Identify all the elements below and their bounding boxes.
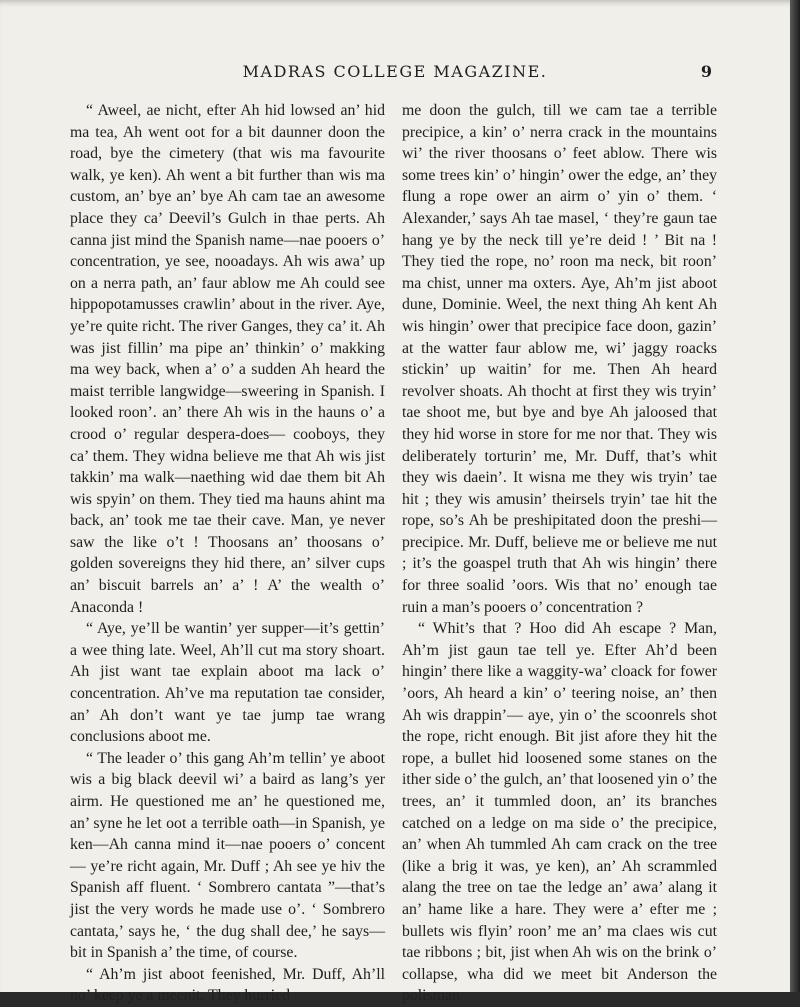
right-column [402, 100, 717, 1007]
paragraph: “ The leader o’ this gang Ah’m tellin’ ye aboot wis a big black deevil wi’ a baird as lang’s yer airm. He questioned me an’ he questioned me, an’ syne he let oot a terrible oath—in Spanish, ye ken—Ah canna mind it—nae pooers o’ concent— ye’re richt again, Mr. Duff ; Ah see ye hiv the Spanish aff fluent. ‘ Sombrero cantata ”—that’s jist the very words he made use o’. ‘ Sombrero cantata,’ says he, ‘ the dug shall dee,’ he says—bit in Spanish a’ the time, of course. [70, 749, 385, 962]
scan-edge [790, 0, 800, 992]
page-number: 9 [700, 62, 712, 81]
page-header [0, 62, 790, 86]
running-title: MADRAS COLLEGE MAGAZINE. [242, 62, 548, 81]
paragraph: “ Ah’m jist aboot feenished, Mr. Duff, Ah’ll no’ keep ye a meenit. They hurried [70, 965, 385, 1005]
paragraph-continued: me doon the gulch, till we cam tae a terrible precipice, a kin’ o’ nerra crack in the mountains wi’ the river thoosans o’ feet ablow. There wis some trees kin’ o’ hingin’ ower the edge, an’ they flung a rope ower an airm o’ yin o’ them. ‘ Alexander,’ says Ah tae masel, ‘ they’re gaun tae hang ye by the neck till ye’re deid ! ’ Bit na ! They tied the rope, no’ roon ma neck, bit roon’ ma chist, unner ma oxters. Aye, Ah’m jist aboot dune, Dominie. Weel, the next thing Ah kent Ah wis hingin’ ower that precipice face doon, gazin’ at the watter faur ablow me, wi’ jaggy roacks stickin’ up waitin’ for me. Then Ah heard revolver shoats. Ah thocht at first they wis tryin’ tae shoot me, but bye and bye Ah jaloosed that they hid worse in store for me nor that. They wis deliberately torturin’ me, Mr. Duff, that’s whit they wis daein’. It wisna me they wis tryin’ tae hit ; they wis amusin’ theirsels tryin’ tae hit the rope, so’s Ah be preshipitated doon the preshi— precipice. Mr. Duff, believe me or believe me nut ; it’s the goaspel truth that Ah wis hingin’ there for three soalid ’oors. Wis that no’ enough tae ruin a man’s pooers o’ concentration ? [402, 102, 717, 616]
paragraph: “ Whit’s that ? Hoo did Ah escape ? Man, Ah’m jist gaun tae tell ye. Efter Ah’d been hingin’ there like a waggity-wa’ cloack for fower ’oors, Ah heard a kin’ o’ teering noise, an’ then Ah wis drappin’— aye, yin o’ the scoonrels shot the rope, richt enough. Bit jist afore they hit the rope, a bullet hid loosened some stanes on the ither side o’ the gulch, an’ that loosened yin o’ the trees, an’ it tummled doon, an’ its branches catched on a ledge on ma side o’ the precipice, an’ when Ah tummled Ah cam crack on the tree (like a brig it was, ye ken), an’ Ah scrammled alang the tree on tae the ledge an’ awa’ alang it an’ hame like a hare. They were a’ efter me ; bullets wis flyin’ roon’ me an’ ma claes wis cut tae ribbons ; bit, jist when Ah wis on the brink o’ collapse, wha did we meet bit Anderson the polisman [402, 620, 717, 1005]
paragraph: “ Aye, ye’ll be wantin’ yer supper—it’s gettin’ a wee thing late. Weel, Ah’ll cut ma story shoart. Ah jist want tae explain aboot ma lack o’ concentration. Ah’ve ma reputation tae consider, an’ Ah don’t want ye tae jump tae wrang conclusions aboot me. [70, 620, 385, 746]
left-column [70, 100, 385, 1007]
paragraph: “ Aweel, ae nicht, efter Ah hid lowsed an’ hid ma tea, Ah went oot for a bit daunner doon the road, bye the cimetery (that wis ma favourite walk, ye ken). Ah went a bit further than wis ma custom, an’ bye an’ bye Ah cam tae an awesome place they ca’ Deevil’s Gulch in thae perts. Ah canna jist mind the Spanish name—nae pooers o’ concentration, ye see, nooadays. Ah wis awa’ up on a nerra path, an’ faur ablow me Ah could see hippopotamusses crawlin’ about in the river. Aye, ye’re quite richt. The river Ganges, they ca’ it. Ah was jist fillin’ ma pipe an’ thinkin’ o’ makking ma wey back, when a’ o’ a sudden Ah heard the maist terrible langwidge—sweering in Spanish. I looked roon’. an’ there Ah wis in the hauns o’ a crood o’ regular despera-does— cooboys, they ca’ them. They widna believe me that Ah wis jist takkin’ ma walk—naething wid dae them bit Ah wis spyin’ on them. They tied ma hauns ahint ma back, an’ took me tae their cave. Man, ye never saw the like o’t ! Thoosans an’ thoosans o’ golden sovereigns they hid there, an’ silver cups an’ biscuit barrels an’ a’ ! A’ the wealth o’ Anaconda ! [70, 102, 385, 616]
